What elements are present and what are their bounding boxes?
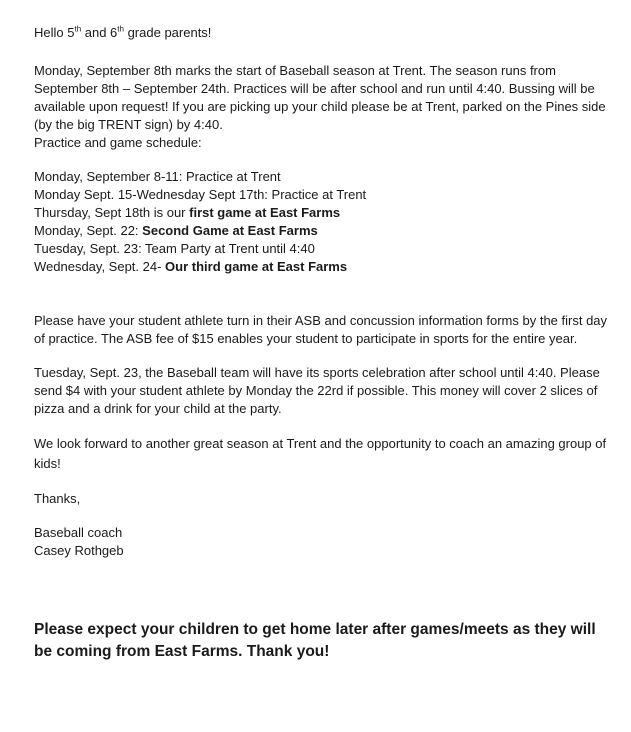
schedule-item: Wednesday, Sept. 24- Our third game at East Farms (34, 259, 348, 274)
thanks-line: Thanks, (34, 491, 81, 506)
footer-note: Please expect your children to get home later after games/meets as they will be coming from East Farms. Thank you! (34, 621, 596, 660)
schedule-item: Monday, September 8-11: Practice at Trent (34, 169, 281, 184)
greeting-mid: and 6 (81, 25, 118, 40)
schedule-heading: Practice and game schedule: (34, 135, 202, 150)
schedule-item: Tuesday, Sept. 23: Team Party at Trent until 4:40 (34, 241, 315, 256)
schedule-item: Monday, Sept. 22: Second Game at East Farms (34, 223, 318, 238)
schedule-item: Monday Sept. 15-Wednesday Sept 17th: Practice at Trent (34, 187, 367, 202)
closing-paragraph: We look forward to another great season at Trent and the opportunity to coach an amazing group of kids! (34, 436, 607, 471)
greeting-sup-1: th (74, 24, 82, 34)
greeting-pre: Hello 5 (34, 25, 75, 40)
schedule-list (34, 168, 609, 276)
signature-block (34, 524, 609, 560)
signature-name: Casey Rothgeb (34, 543, 124, 558)
greeting-post: grade parents! (123, 25, 212, 40)
forms-paragraph: Please have your student athlete turn in their ASB and concussion information forms by the first day of practice. The ASB fee of $15 enables your student to participate in sports for the entire year. (34, 313, 608, 346)
letter-body (34, 24, 609, 560)
party-paragraph: Tuesday, Sept. 23, the Baseball team will have its sports celebration after school until 4:40. Please send $4 with your student athlete by Monday the 22rd if possible. This money will cover 2 slices of pizza and a drink for your child at the party. (34, 365, 600, 416)
intro-paragraph: Monday, September 8th marks the start of Baseball season at Trent. The season runs from September 8th – September 24th. Practices will be after school and run until 4:40. Bussing will be available upon request! If you are picking up your child please be at Trent, parked on the Pines side (by the big TRENT sign) by 4:40. (34, 63, 606, 132)
greeting (34, 24, 609, 42)
signature-title: Baseball coach (34, 525, 123, 540)
greeting-sup-2: th (117, 24, 124, 34)
schedule-item: Thursday, Sept 18th is our first game at East Farms (34, 205, 341, 220)
